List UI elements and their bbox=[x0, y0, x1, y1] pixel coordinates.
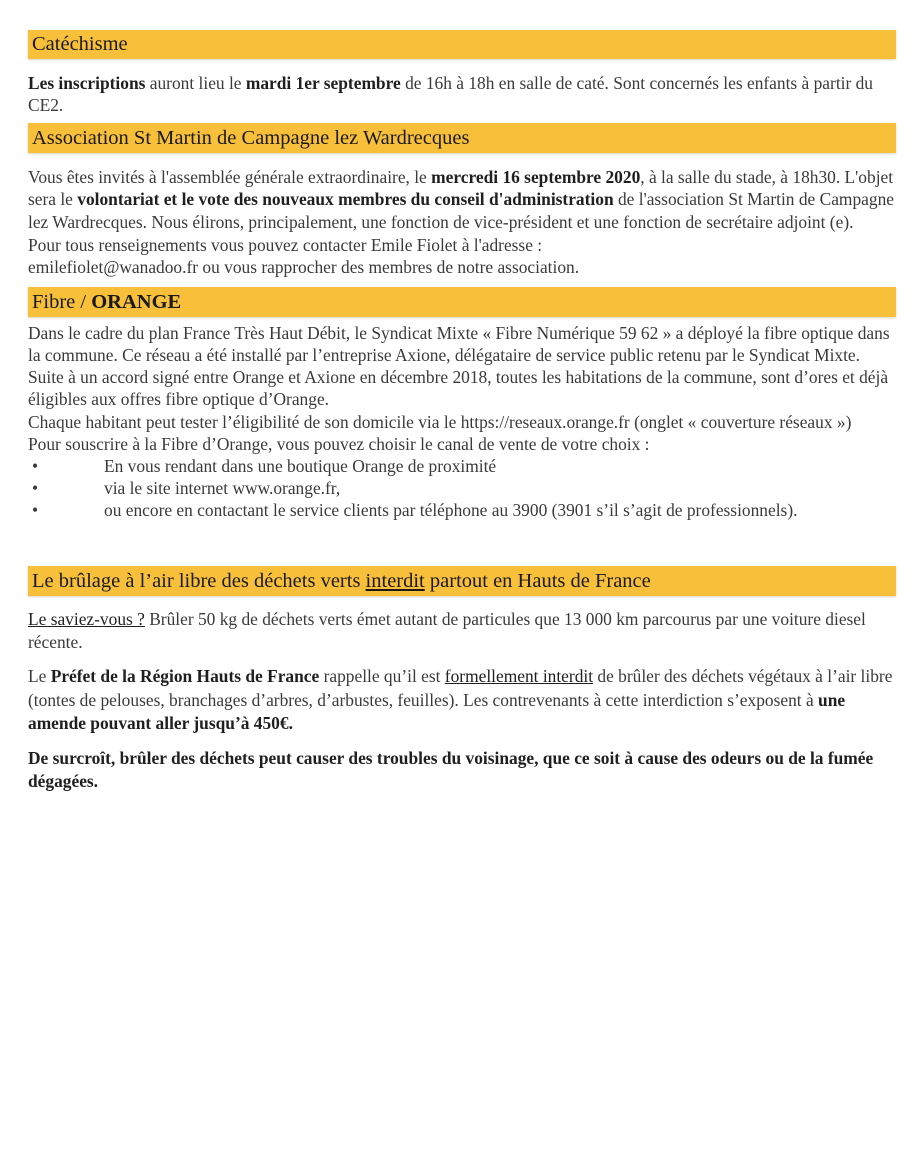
bold-text: une amende pouvant aller jusqu’à 450€. bbox=[28, 689, 846, 734]
text-run: , à la salle du stade, à 18h30. L'objet sera le bbox=[28, 166, 894, 210]
paragraph: emilefiolet@wanadoo.fr ou vous rapprocher des membres de notre association. bbox=[28, 257, 580, 278]
list-item-text: En vous rendant dans une boutique Orange de proximité bbox=[104, 456, 497, 476]
section-body-association bbox=[28, 166, 896, 279]
text-run: auront lieu le bbox=[145, 73, 246, 93]
bullet: • bbox=[32, 456, 39, 476]
section-heading-fibre bbox=[28, 287, 896, 317]
list-item-text: via le site internet www.orange.fr, bbox=[104, 478, 341, 499]
paragraph: Chaque habitant peut tester l’éligibilité de son domicile via le https://reseaux.orange.fr (onglet « couverture réseaux ») bbox=[28, 411, 852, 432]
paragraph: Pour souscrire à la Fibre d’Orange, vous pouvez choisir le canal de vente de votre choix : bbox=[28, 433, 650, 454]
section-body-catechisme bbox=[28, 72, 896, 117]
bulletin-page bbox=[28, 30, 896, 793]
paragraph: Dans le cadre du plan France Très Haut Débit, le Syndicat Mixte « Fibre Numérique 59 62 » a déployé la fibre optique dans la commune. Ce réseau a été installé par l’entreprise Axione, délégataire de service public retenu par le Syndicat Mixte. bbox=[28, 322, 890, 365]
heading-text: Fibre / bbox=[32, 290, 92, 313]
bold-text: volontariat et le vote des nouveaux membres du conseil d'administration bbox=[77, 189, 614, 210]
bold-text: Les inscriptions bbox=[28, 73, 146, 93]
text-run: rappelle qu’il est bbox=[319, 666, 445, 687]
section-heading-association bbox=[28, 123, 896, 153]
underlined-text: Le saviez-vous ? bbox=[28, 608, 145, 629]
heading-text-bold: ORANGE bbox=[91, 290, 182, 313]
section-body-fibre bbox=[28, 322, 896, 522]
section-body-brulage bbox=[28, 608, 896, 794]
list-item bbox=[28, 499, 896, 521]
heading-text: Association St Martin de Campagne lez Wardrecques bbox=[32, 126, 470, 149]
text-run: de brûler des déchets végétaux à l’air libre (tontes de pelouses, branchages d’arbres, d’arbustes, feuilles). Les contrevenants à cette interdiction s’exposent à bbox=[28, 666, 893, 710]
paragraph bbox=[28, 608, 896, 655]
list-item-text: ou encore en contactant le service clients par téléphone au 3900 (3901 s’il s’agit de professionnels). bbox=[104, 500, 798, 521]
heading-text: Catéchisme bbox=[32, 33, 128, 55]
paragraph: De surcroît, brûler des déchets peut causer des troubles du voisinage, que ce soit à cause des odeurs ou de la fumée dégagées. bbox=[28, 747, 874, 792]
list-item bbox=[28, 477, 896, 499]
section-heading-brulage bbox=[28, 566, 896, 596]
heading-text: partout en Hauts de France bbox=[424, 569, 651, 592]
paragraph: Suite à un accord signé entre Orange et Axione en décembre 2018, toutes les habitations de la commune, sont d’ores et déjà éligibles aux offres fibre optique d’Orange. bbox=[28, 367, 889, 410]
bold-text: Préfet de la Région Hauts de France bbox=[50, 666, 320, 687]
heading-text: Le brûlage à l’air libre des déchets verts bbox=[32, 569, 366, 592]
section-heading-catechisme bbox=[28, 30, 896, 59]
underlined-text: formellement interdit bbox=[444, 666, 594, 687]
bold-text: mercredi 16 septembre 2020 bbox=[431, 166, 641, 187]
paragraph bbox=[28, 72, 896, 117]
list-item bbox=[28, 455, 896, 477]
paragraph bbox=[28, 166, 896, 234]
text-run: Vous êtes invités à l'assemblée générale extraordinaire, le bbox=[28, 166, 432, 187]
bullet: • bbox=[32, 478, 39, 499]
text-run: de l'association St Martin de Campagne lez Wardrecques. Nous élirons, principalement, une fonction de vice-président et une fonction de secrétaire adjoint (e). bbox=[28, 189, 894, 232]
text-run: de 16h à 18h en salle de caté. Sont concernés les enfants à partir du CE2. bbox=[28, 73, 874, 116]
paragraph bbox=[28, 665, 896, 735]
bullet: • bbox=[32, 500, 39, 521]
paragraph: Pour tous renseignements vous pouvez contacter Emile Fiolet à l'adresse : bbox=[28, 234, 543, 255]
bold-text: mardi 1er septembre bbox=[245, 73, 401, 93]
text-run: Le bbox=[28, 666, 51, 687]
heading-text-underlined: interdit bbox=[365, 569, 425, 592]
text-run: Brûler 50 kg de déchets verts émet autant de particules que 13 000 km parcourus par une voiture diesel récente. bbox=[28, 608, 866, 653]
